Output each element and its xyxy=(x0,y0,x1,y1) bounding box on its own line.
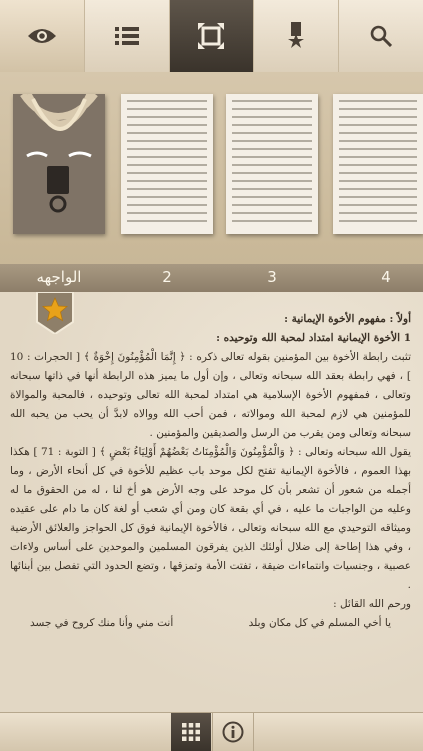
quote-intro: ورحم الله القائل : xyxy=(333,598,411,610)
article-text xyxy=(10,310,411,633)
bookmarks-button[interactable] xyxy=(254,0,339,72)
bookmark-ribbon[interactable] xyxy=(35,292,75,334)
page-labels-bar xyxy=(0,264,423,293)
ribbon-bookmark-icon xyxy=(288,22,304,50)
view-mode-button[interactable] xyxy=(0,0,85,72)
paragraph-2: يقول الله سبحانه وتعالى : ﴿ وَالْمُؤْمِنُونَ وَالْمُؤْمِنَاتُ بَعْضُهُمْ أَوْلِيَاءُ بَعْضٍ ﴾ [ التوبة : 71 ] هكذا بهذا العموم ، فالأخوة الإيمانية تفتح لكل موحد باب عظيم للأخوة في كل أنحاء الأرض ، وما أجمله من شعور أن تشعر بأن كل موحد على وجه الأرض هو أخ لنا ، له من الحقوق ما له وعليه من الواجبات ما عليه ، في أي بقعة كان ومن أي شعب أو لغة كان ما دام على عقيده وميثاقه التوحيدي مع الله سبحانه وتعالى ، فالأخوة الإيمانية فوق كل الحواجز والعلائق الأرضية ، وفي هذا إطاحة إلى ضلال أولئك الذين يفرقون المسلمين والموحدين على أساس ولاءات عصبية ، وجنسيات وانتماءات ضيقة ، تفتت الأمة وتمزقها ، وتضع الحدود التي تفصل بين أبنائها . xyxy=(10,446,411,591)
search-button[interactable] xyxy=(339,0,423,72)
fullscreen-icon xyxy=(198,23,224,49)
verse xyxy=(10,614,411,633)
page-2-thumbnail[interactable] xyxy=(121,94,213,234)
page-content[interactable] xyxy=(0,292,423,712)
verse-second-hemistich: أنت مني وأنا منك كروح في جسد xyxy=(30,617,174,629)
page-grid-button[interactable] xyxy=(171,713,211,751)
info-icon xyxy=(222,721,244,743)
verse-first-hemistich: يا أخي المسلم في كل مكان وبلد xyxy=(248,617,391,629)
fullscreen-button[interactable] xyxy=(170,0,255,72)
section-heading: أولاً : مفهوم الأخوة الإيمانية : xyxy=(284,313,411,325)
cover-thumbnail[interactable] xyxy=(13,94,105,234)
info-button[interactable] xyxy=(212,713,254,751)
page-label-4[interactable]: 4 xyxy=(381,268,391,286)
table-of-contents-button[interactable] xyxy=(85,0,170,72)
bottom-toolbar xyxy=(0,712,423,751)
search-icon xyxy=(370,25,392,47)
page-label-cover[interactable]: الواجهه xyxy=(36,268,82,286)
top-toolbar xyxy=(0,0,423,73)
eye-icon xyxy=(27,27,57,45)
grid-icon xyxy=(182,723,200,741)
list-icon xyxy=(115,26,139,46)
section-subheading: 1 الأخوة الإيمانية امتداد لمحبة الله وتوحيده : xyxy=(216,332,411,344)
page-3-thumbnail[interactable] xyxy=(226,94,318,234)
star-bookmark-icon xyxy=(35,292,75,334)
rope-knot-cover-image xyxy=(13,94,105,234)
paragraph-1: تثبت رابطة الأخوة بين المؤمنين بقوله تعالى ذكره : ﴿ إِنَّمَا الْمُؤْمِنُونَ إِخْوَةٌ ﴾ [ الحجرات : 10 ] ، فهي رابطة بعقد الله سبحانه وتعالى ، وإن أول ما يميز هذه الرابطة أنها في ذاتها سبحانه وتعالى ، فمفهوم الأخوة الإسلامية هي امتداد لمحبة الله تعالى وتوحيده ، فالمحبة والموالاة للمؤمنين هي لازم لمحبة الله وموالاته ، فمن أحب الله ووالاه لابدَّ أن يحب من يحبه الله سبحانه وتعالى ومن يقرب من الرسل والصديقين والمؤمنين . xyxy=(10,351,411,439)
page-label-3[interactable]: 3 xyxy=(267,268,277,286)
page-thumbnail-strip[interactable] xyxy=(0,72,423,264)
page-label-2[interactable]: 2 xyxy=(162,268,172,286)
page-4-thumbnail[interactable] xyxy=(333,94,423,234)
